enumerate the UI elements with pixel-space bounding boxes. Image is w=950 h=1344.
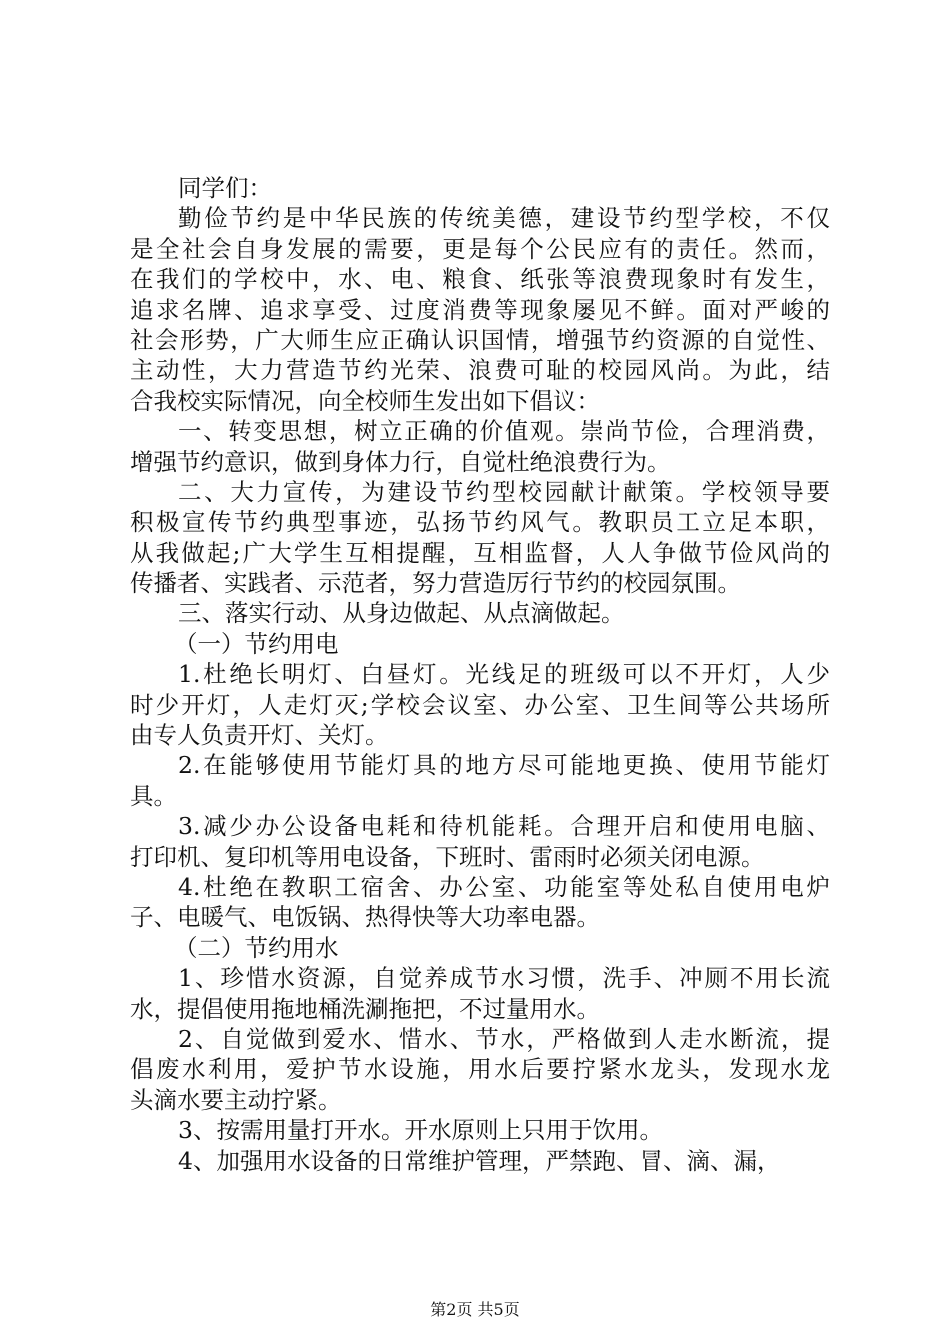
text-line: 传播者、实践者、示范者，努力营造厉行节约的校园氛围。: [130, 569, 741, 598]
text-line: 4.杜绝在教职工宿舍、办公室、功能室等处私自使用电炉: [178, 872, 830, 901]
text-line: 从我做起;广大学生互相提醒，互相监督，人人争做节俭风尚的: [130, 538, 830, 567]
text-line: 2、自觉做到爱水、惜水、节水，严格做到人走水断流，提: [178, 1024, 830, 1053]
text-line: 2.在能够使用节能灯具的地方尽可能地更换、使用节能灯: [178, 751, 830, 780]
text-line: 主动性，大力营造节约光荣、浪费可耻的校园风尚。为此，结: [130, 356, 830, 385]
text-line: 合我校实际情况，向全校师生发出如下倡议：: [130, 386, 600, 415]
text-line: 在我们的学校中，水、电、粮食、纸张等浪费现象时有发生，: [130, 265, 830, 294]
text-line: 是全社会自身发展的需要，更是每个公民应有的责任。然而，: [130, 234, 830, 263]
text-line: 时少开灯，人走灯灭;学校会议室、办公室、卫生间等公共场所: [130, 690, 830, 719]
text-line: 3、按需用量打开水。开水原则上只用于饮用。: [178, 1116, 663, 1145]
text-line: 三、落实行动、从身边做起、从点滴做起。: [178, 599, 625, 628]
text-line: 头滴水要主动拧紧。: [130, 1085, 342, 1114]
text-line: 二、大力宣传，为建设节约型校园献计献策。学校领导要: [178, 477, 830, 506]
text-line: 子、电暖气、电饭锅、热得快等大功率电器。: [130, 903, 600, 932]
text-line: 具。: [130, 781, 177, 810]
text-line: 1、珍惜水资源，自觉养成节水习惯，洗手、冲厕不用长流: [178, 964, 830, 993]
text-line: 由专人负责开灯、关灯。: [130, 721, 389, 750]
text-line: 勤俭节约是中华民族的传统美德，建设节约型学校，不仅: [178, 204, 830, 233]
page-footer: 第2页 共5页: [430, 1300, 520, 1319]
text-line: 社会形势，广大师生应正确认识国情，增强节约资源的自觉性、: [130, 325, 830, 354]
document-body: [130, 173, 830, 1176]
text-line-salutation: 同学们：: [178, 174, 272, 202]
section-heading-water: （二）节约用水: [174, 933, 339, 962]
text-line: 水，提倡使用拖地桶洗涮拖把，不过量用水。: [130, 994, 600, 1023]
text-line: 1.杜绝长明灯、白昼灯。光线足的班级可以不开灯，人少: [178, 660, 830, 689]
text-line: 3.减少办公设备电耗和待机能耗。合理开启和使用电脑、: [178, 812, 830, 841]
text-line: 积极宣传节约典型事迹，弘扬节约风气。教职员工立足本职，: [130, 508, 830, 537]
text-line: 4、加强用水设备的日常维护管理，严禁跑、冒、滴、漏，: [178, 1146, 781, 1175]
section-heading-electricity: （一）节约用电: [174, 629, 339, 658]
text-line: 倡废水利用，爱护节水设施，用水后要拧紧水龙头，发现水龙: [130, 1055, 830, 1084]
text-line: 打印机、复印机等用电设备，下班时、雷雨时必须关闭电源。: [130, 842, 765, 871]
text-line: 一、转变思想，树立正确的价值观。崇尚节俭，合理消费，: [178, 417, 830, 446]
text-line: 追求名牌、追求享受、过度消费等现象屡见不鲜。面对严峻的: [130, 295, 830, 324]
text-line: 增强节约意识，做到身体力行，自觉杜绝浪费行为。: [130, 447, 671, 476]
